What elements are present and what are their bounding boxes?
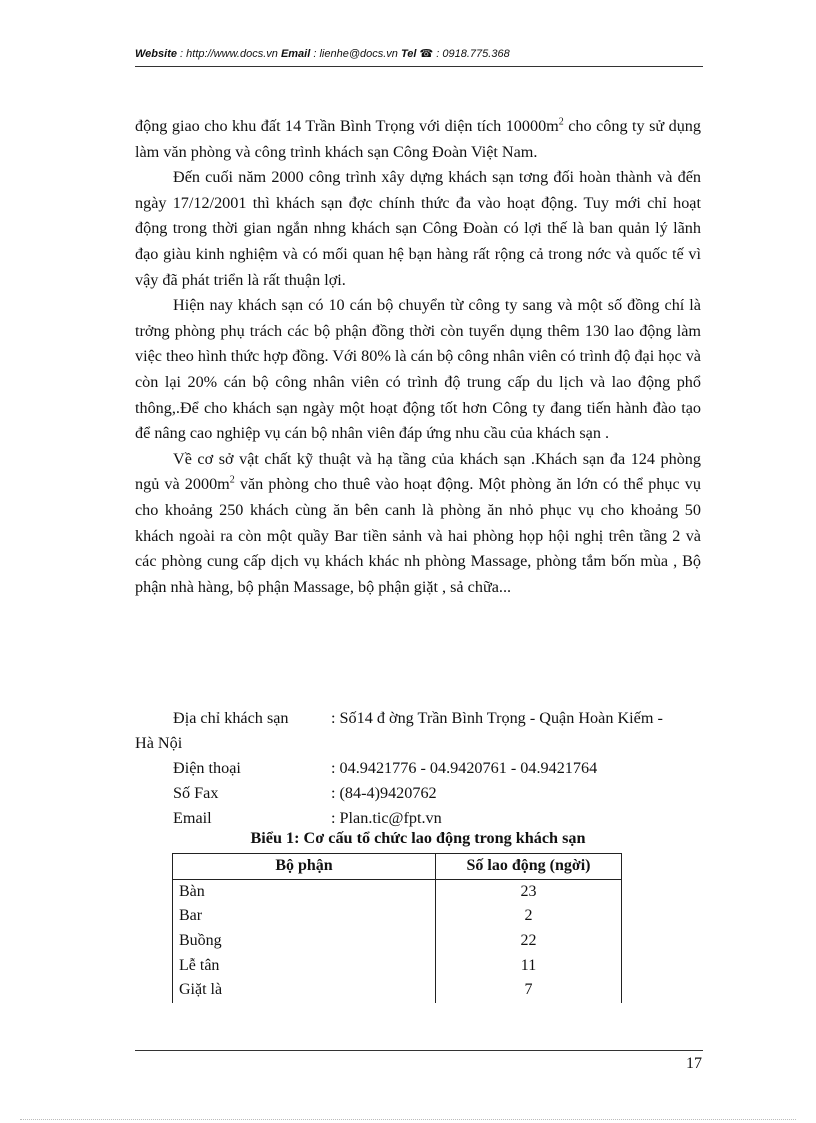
footer-divider	[135, 1050, 703, 1051]
fax-label: Số Fax	[173, 784, 219, 802]
email-label: Email	[280, 48, 311, 60]
phone-row	[135, 756, 701, 781]
address-label: Địa chỉ khách sạn	[173, 709, 289, 727]
email-label: Email	[173, 809, 212, 827]
count-cell: 23	[436, 879, 622, 904]
department-cell: Bar	[173, 904, 436, 929]
table-row	[173, 904, 622, 929]
page-number: 17	[686, 1055, 702, 1072]
count-cell: 11	[436, 953, 622, 978]
email-value[interactable]: : Plan.tic@fpt.vn	[331, 809, 442, 827]
count-cell: 7	[436, 978, 622, 1003]
website-label: Website	[135, 48, 177, 60]
department-cell: Buồng	[173, 929, 436, 954]
header-divider	[135, 66, 703, 67]
department-cell: Lễ tân	[173, 953, 436, 978]
address-value: : Số14 đ ờng Trần Bình Trọng - Quận Hoàn Kiếm -	[331, 709, 663, 727]
column-header-department: Bộ phận	[173, 854, 436, 880]
address-continuation: Hà Nội	[135, 734, 183, 752]
department-cell: Bàn	[173, 879, 436, 904]
table-row	[173, 929, 622, 954]
body-text	[135, 114, 701, 600]
paragraph-4: Về cơ sở vật chất kỹ thuật và hạ tầng của khách sạn .Khách sạn đa 124 phòng ngủ và $2000m^2$ văn phòng cho thuê vào hoạt động. Một phòng ăn lớn có thể phục vụ cho khoảng 250 khách cùng ăn bên canh là phòng ăn nhỏ phục vụ cho khoảng 50 khách ngoài ra còn một quầy Bar tiền sảnh và hai phòng họp hội nghị trên tầng 2 và các phòng cung cấp dịch vụ khách khác nh phòng Massage, phòng tắm bốn mùa , Bộ phận nhà hàng, bộ phận Massage, bộ phận giặt , sả chữa...	[135, 449, 701, 596]
table-row	[173, 953, 622, 978]
website-url[interactable]: : http://www.docs.vn	[180, 48, 278, 60]
staff-table	[172, 853, 622, 1003]
address-row	[135, 706, 701, 731]
fax-row	[135, 781, 701, 806]
tel-label: Tel	[400, 48, 417, 60]
count-cell: 2	[436, 904, 622, 929]
phone-icon: ☎	[419, 48, 434, 60]
paragraph-3: Hiện nay khách sạn có 10 cán bộ chuyển từ công ty sang và một số đồng chí là trởng phòng phụ trách các bộ phận đồng thời còn tuyển dụng thêm 130 lao động làm việc theo hình thức hợp đồng. Với 80% là cán bộ công nhân viên có trình độ đại học và còn lại 20% cán bộ công nhân viên có trình độ trung cấp du lịch và lao động phổ thông,.Để cho khách sạn ngày một hoạt động tốt hơn Công ty đang tiến hành đào tạo để nâng cao nghiệp vụ cán bộ nhân viên đáp ứng nhu cầu của khách sạn .	[135, 296, 701, 443]
table-row	[173, 879, 622, 904]
table-row	[173, 978, 622, 1003]
email-row	[135, 806, 701, 831]
hotel-contact-info	[135, 706, 701, 831]
paragraph-2: Đến cuối năm 2000 công trình xây dựng khách sạn tơng đối hoàn thành và đến ngày 17/12/2001 thì khách sạn đợc chính thức đa vào hoạt động. Tuy mới chỉ hoạt động trong thời gian ngắn nhng khách sạn Công Đoàn có lợi thế là ban quản lý lãnh đạo giàu kinh nghiệm và có mối quan hệ bạn hàng rất rộng cả trong nớc và quốc tế vì vậy đã phát triển là rất thuận lợi.	[135, 168, 701, 289]
column-header-count: Số lao động (ngời)	[436, 854, 622, 880]
page-header	[135, 47, 703, 60]
table-header-row	[173, 854, 622, 880]
phone-label: Điện thoại	[173, 759, 241, 777]
page-bottom-border	[20, 1119, 796, 1120]
count-cell: 22	[436, 929, 622, 954]
phone-value: : 04.9421776 - 04.9420761 - 04.9421764	[331, 759, 598, 777]
tel-number: : 0918.775.368	[436, 48, 510, 60]
table-title: Biểu 1: Cơ cấu tổ chức lao động trong khách sạn	[250, 829, 586, 847]
paragraph-1: động giao cho khu đất 14 Trần Bình Trọng với diện tích $10000m^2$ cho công ty sử dụng làm văn phòng và công trình khách sạn Công Đoàn Việt Nam.	[135, 116, 701, 161]
department-cell: Giặt là	[173, 978, 436, 1003]
email-address[interactable]: : lienhe@docs.vn	[313, 48, 398, 60]
fax-value: : (84-4)9420762	[331, 784, 437, 802]
